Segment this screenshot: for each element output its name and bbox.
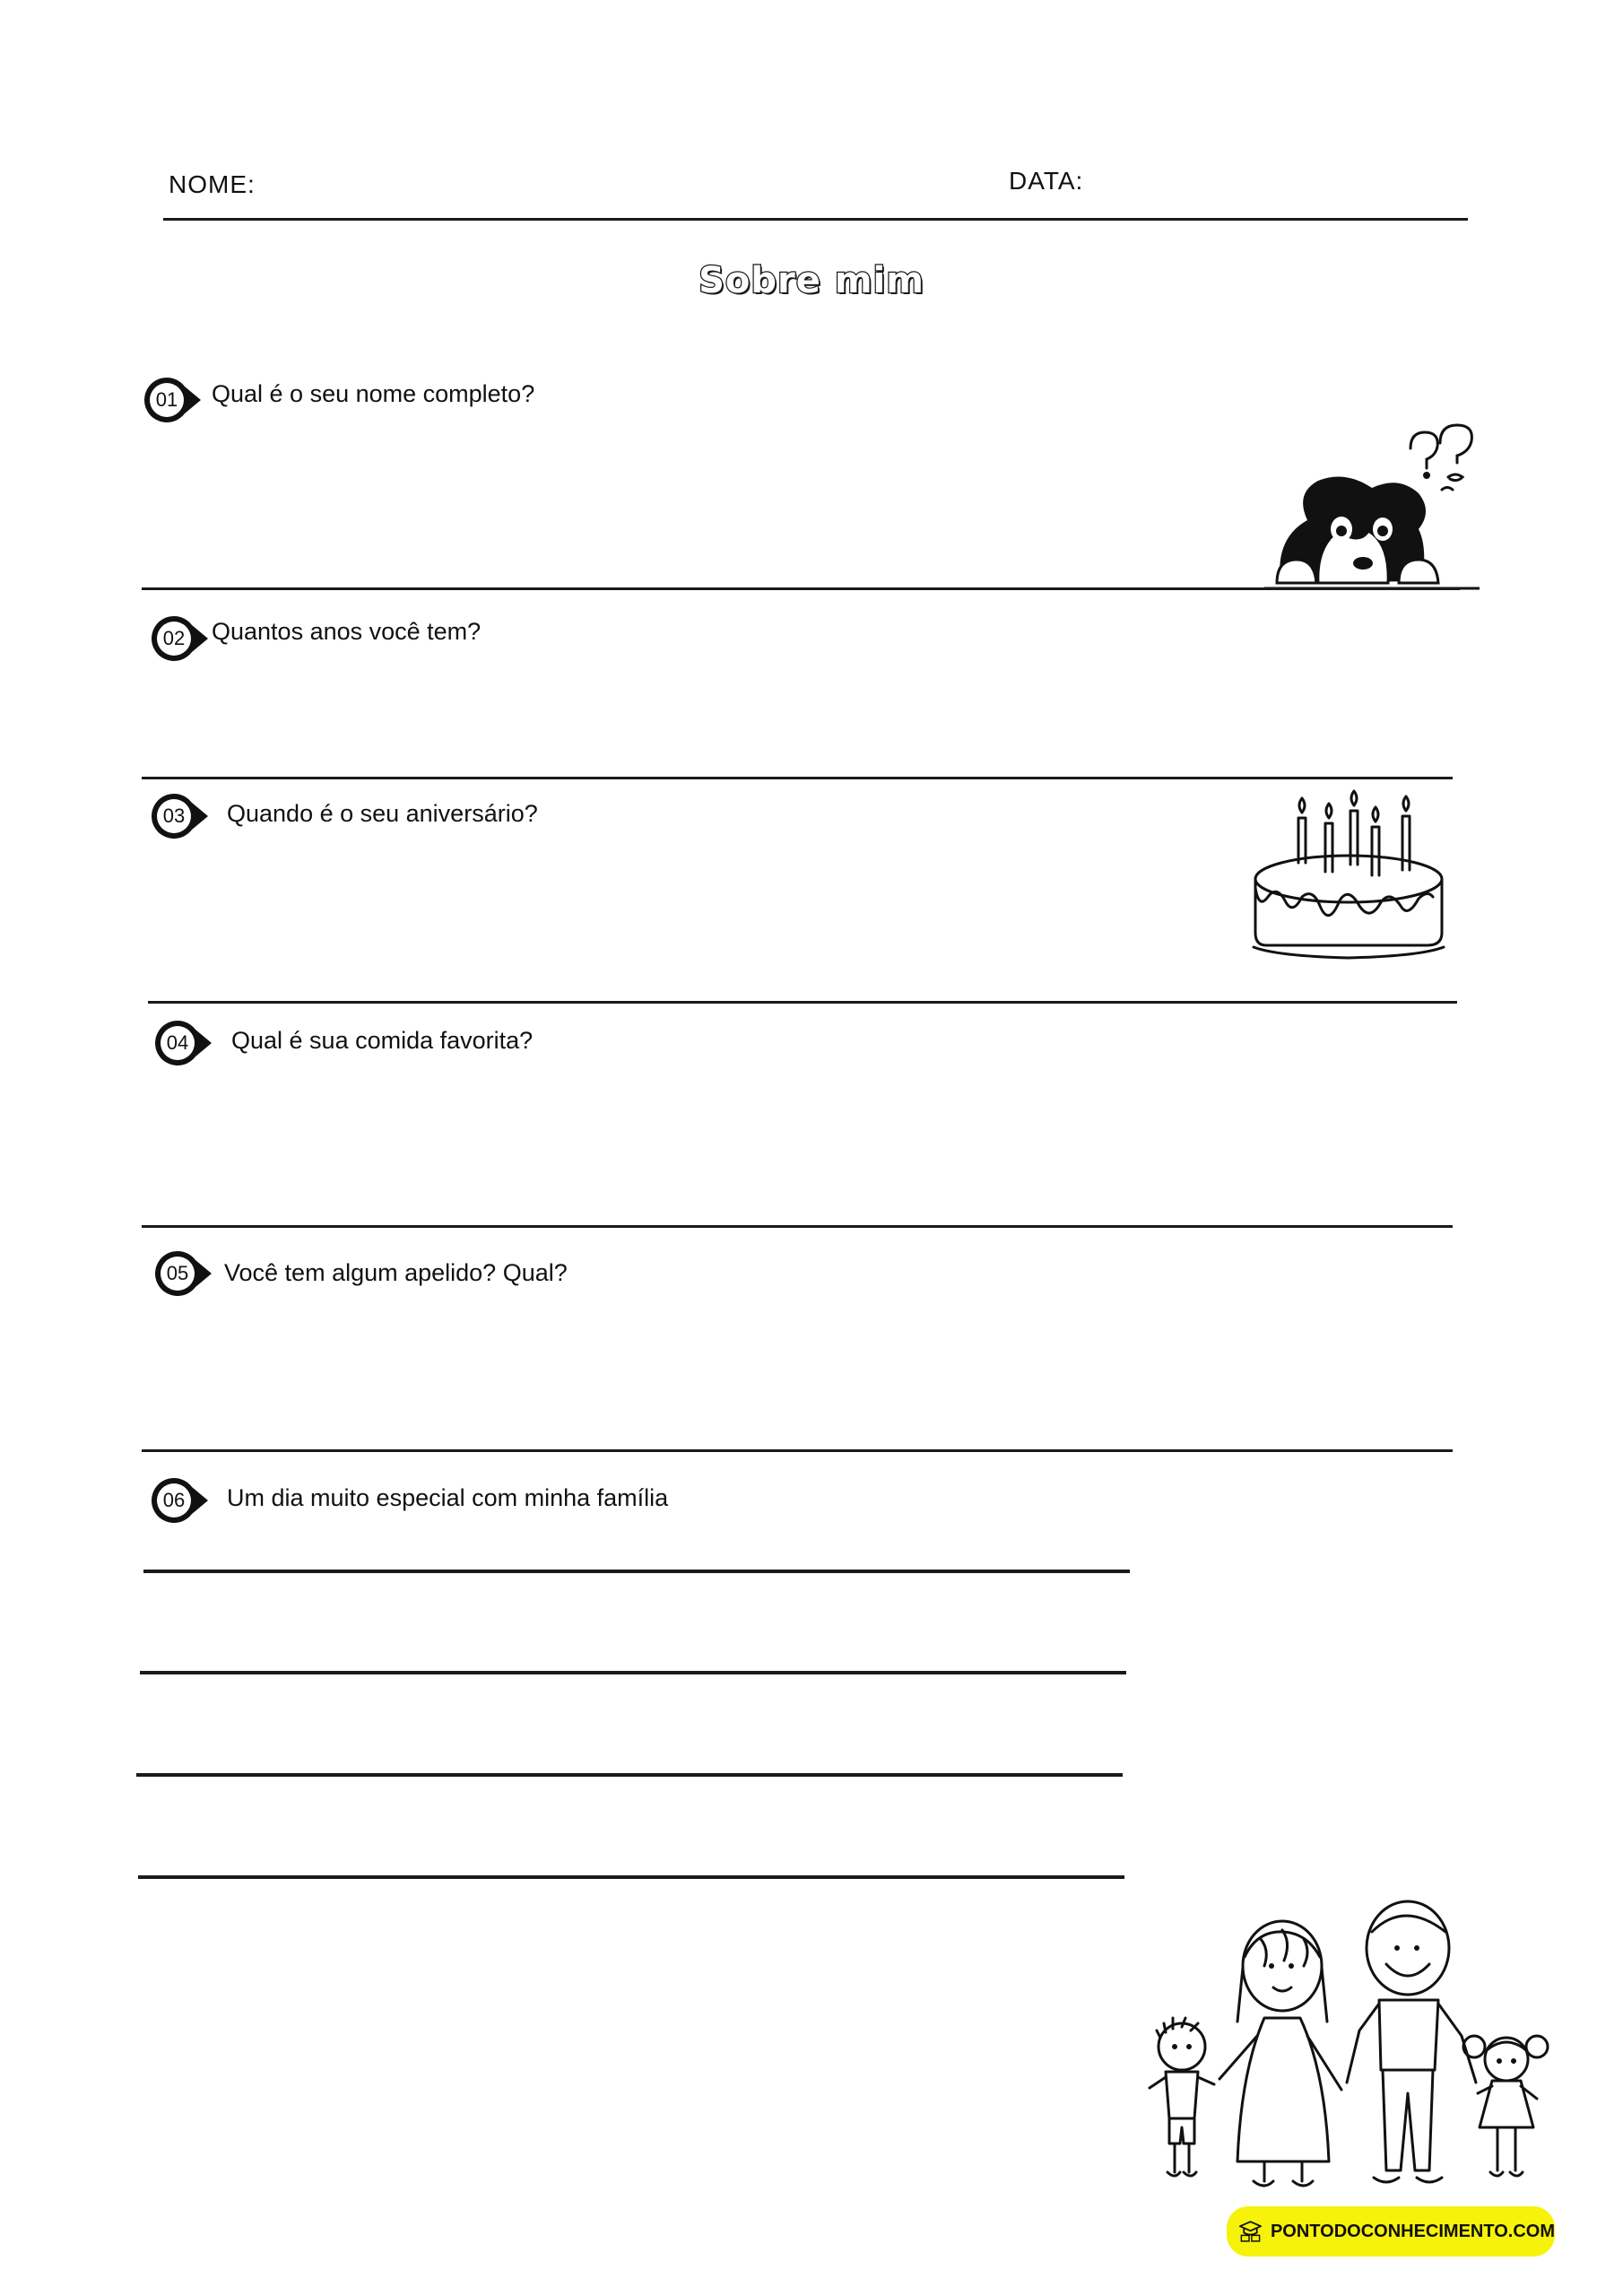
question-text: Você tem algum apelido? Qual? — [224, 1259, 568, 1286]
answer-line — [142, 1449, 1453, 1452]
question-text: Qual é sua comida favorita? — [231, 1027, 534, 1054]
answer-line — [136, 1773, 1123, 1777]
question-text: Quando é o seu aniversário? — [227, 800, 538, 827]
question-number-badge: 02 — [149, 613, 213, 664]
page-title: Sobre mim — [699, 260, 924, 301]
birthday-cake-icon — [1241, 789, 1456, 1004]
question-number-badge: 03 — [149, 791, 213, 841]
question-text: Qual é o seu nome completo? — [212, 380, 535, 407]
question-number-badge: 05 — [152, 1248, 217, 1299]
answer-line — [140, 1671, 1126, 1674]
answer-line — [142, 587, 1460, 590]
answer-line — [138, 1875, 1124, 1879]
question-number-badge: 04 — [152, 1018, 217, 1068]
answer-line — [148, 1001, 1457, 1004]
header-rule — [163, 218, 1468, 221]
website-badge[interactable] — [1227, 2206, 1555, 2257]
question-text: Quantos anos você tem? — [212, 618, 482, 645]
question-number-badge: 06 — [149, 1475, 213, 1526]
question-text: Um dia muito especial com minha família — [227, 1484, 669, 1511]
answer-line — [142, 1225, 1453, 1228]
website-url: PONTODOCONHECIMENTO.COM — [1270, 2221, 1555, 2241]
family-drawing-icon — [1139, 1892, 1551, 2202]
graduation-cap-icon — [1237, 2215, 1263, 2248]
dog-with-question-marks-icon — [1264, 413, 1480, 592]
question-number-badge: 01 — [142, 375, 206, 425]
answer-line — [143, 1570, 1130, 1573]
name-label: NOME: — [169, 170, 256, 198]
date-label: DATA: — [1009, 167, 1084, 195]
answer-line — [142, 777, 1453, 779]
